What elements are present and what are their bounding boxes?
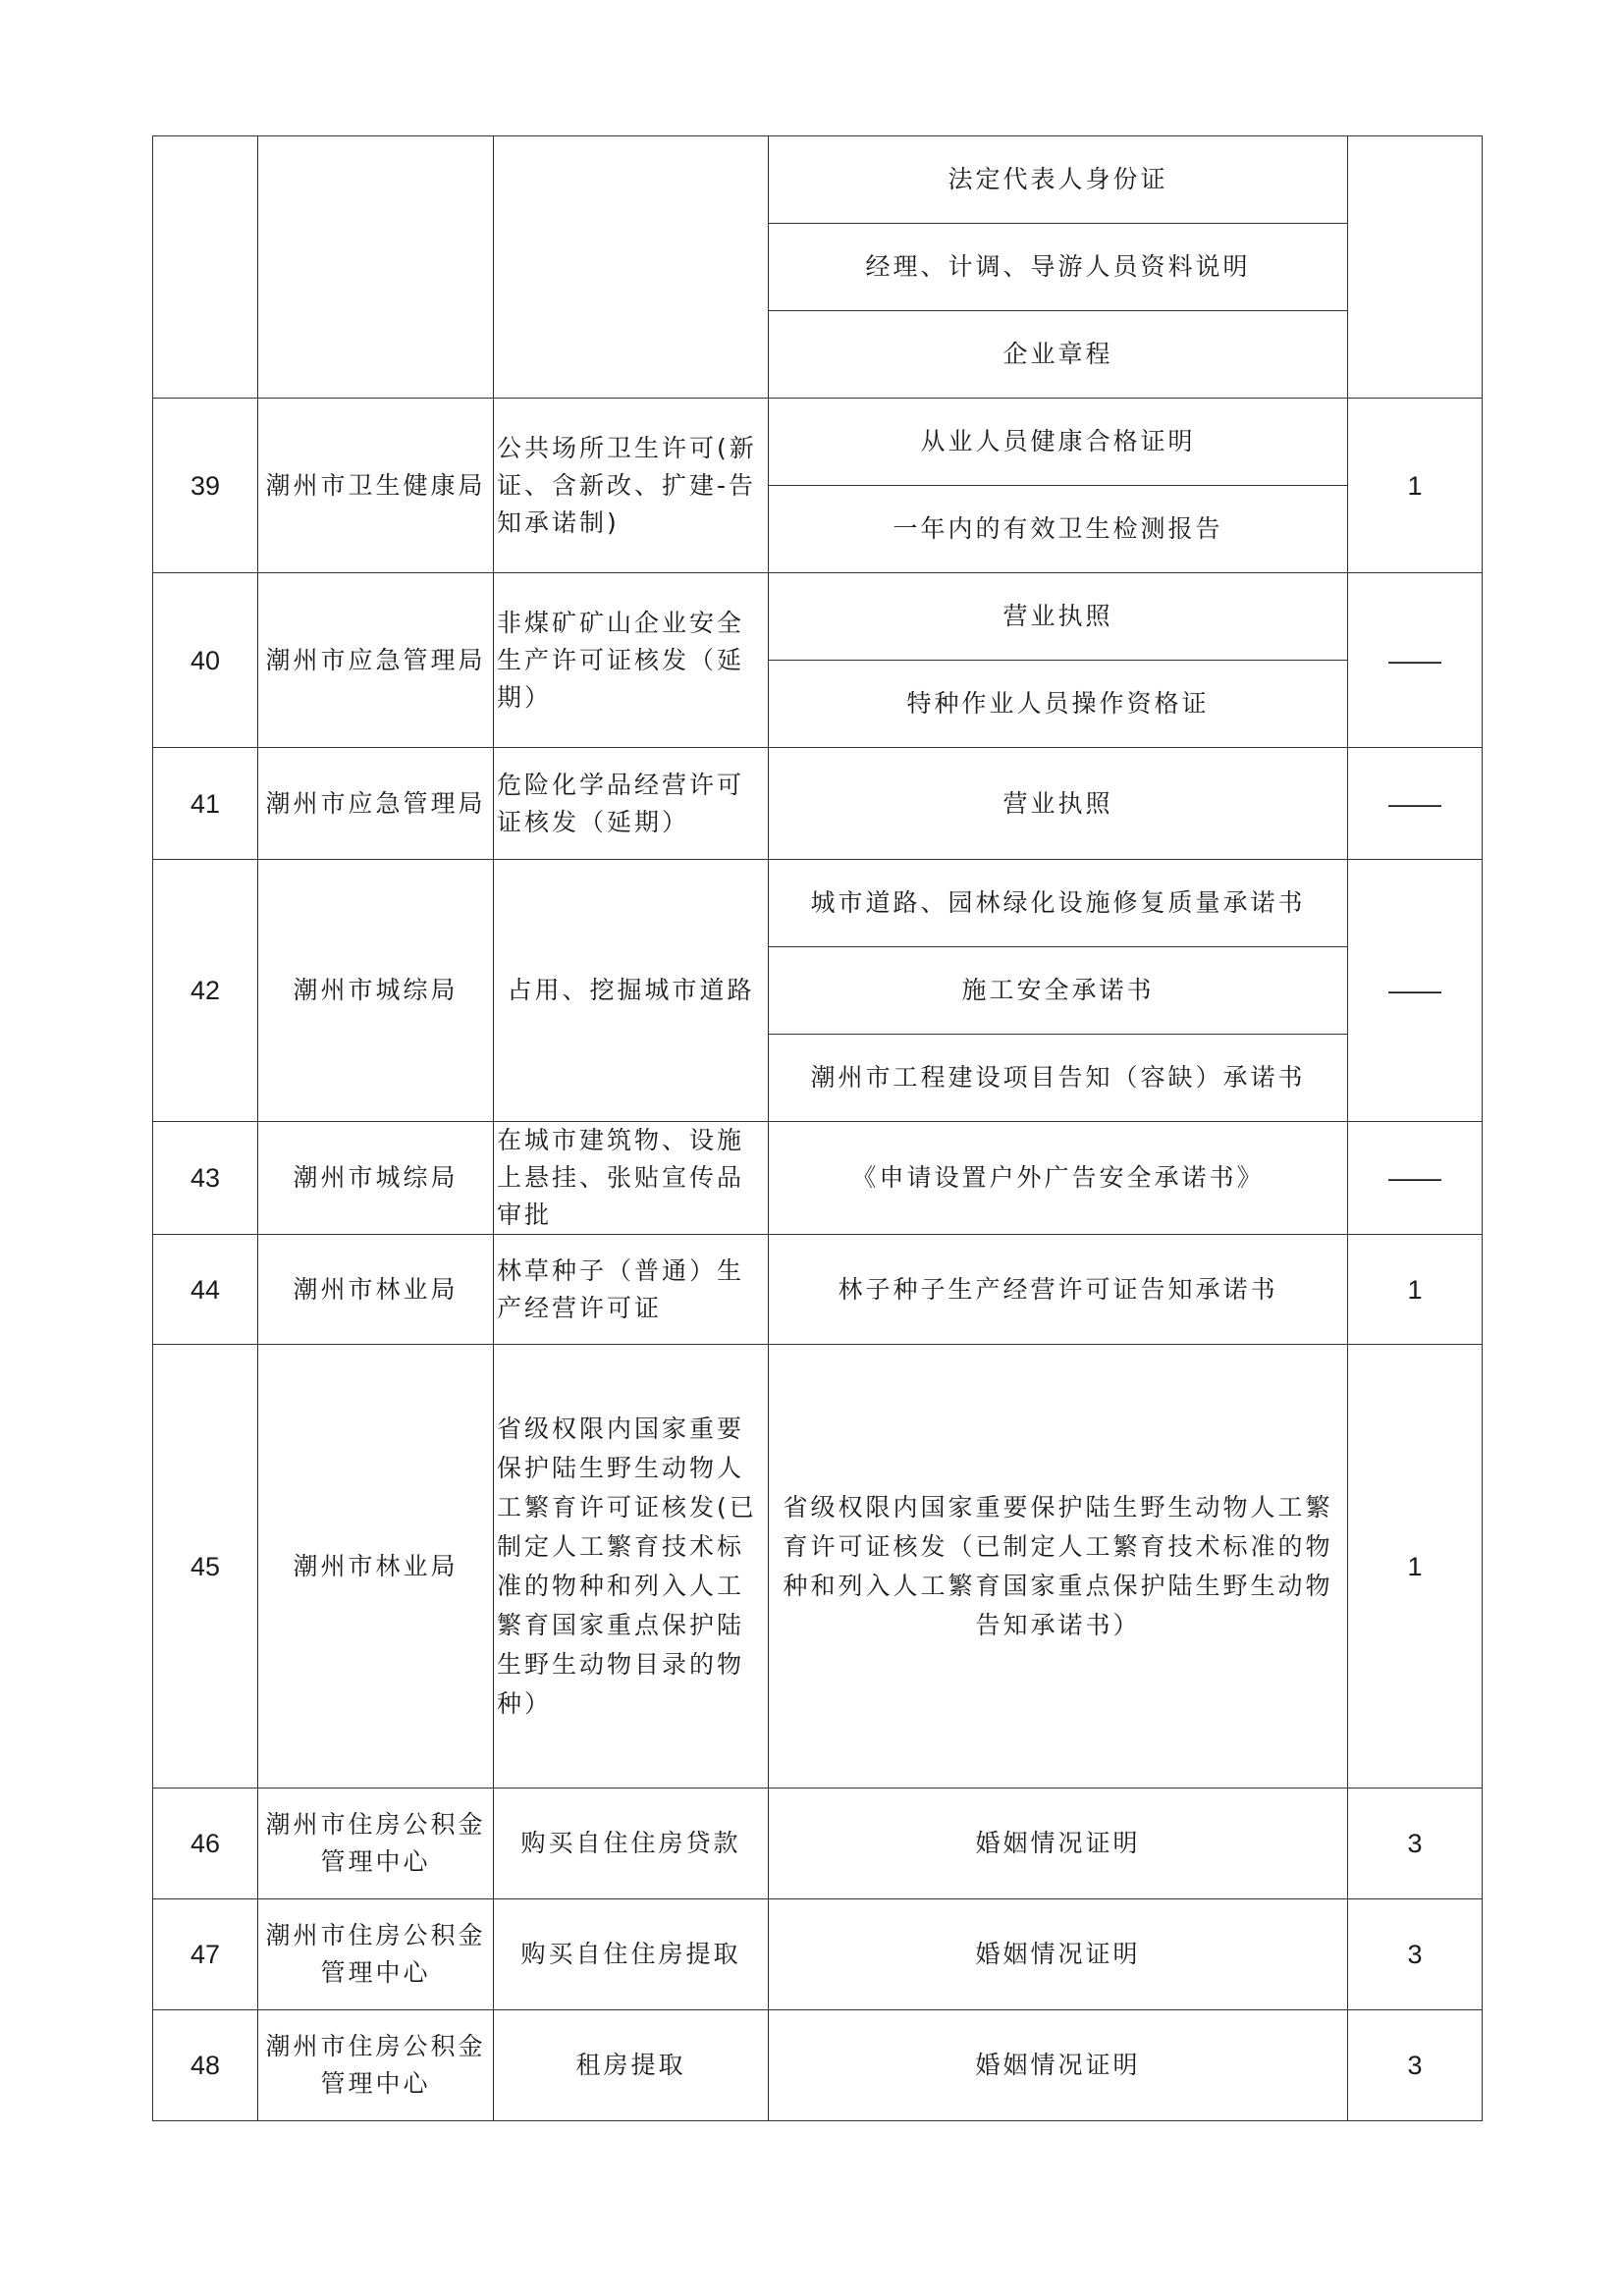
count-cell: 1 bbox=[1348, 1345, 1483, 1789]
material-cell: 从业人员健康合格证明 bbox=[769, 399, 1348, 486]
row-number: 47 bbox=[153, 1899, 258, 2010]
material-cell: 潮州市工程建设项目告知（容缺）承诺书 bbox=[769, 1035, 1348, 1122]
material-cell: 经理、计调、导游人员资料说明 bbox=[769, 224, 1348, 311]
table-row bbox=[153, 399, 1483, 486]
row-number: 48 bbox=[153, 2010, 258, 2121]
count-cell: 3 bbox=[1348, 1899, 1483, 2010]
count-cell: —— bbox=[1348, 860, 1483, 1122]
material-cell: 《申请设置户外广告安全承诺书》 bbox=[769, 1122, 1348, 1235]
materials-table bbox=[152, 135, 1483, 2121]
item-cell: 林草种子（普通）生产经营许可证 bbox=[494, 1235, 769, 1345]
material-cell: 一年内的有效卫生检测报告 bbox=[769, 486, 1348, 573]
material-cell: 省级权限内国家重要保护陆生野生动物人工繁育许可证核发（已制定人工繁育技术标准的物种和列入人工繁育国家重点保护陆生野生动物告知承诺书） bbox=[769, 1345, 1348, 1789]
table-row bbox=[153, 136, 1483, 224]
material-cell: 法定代表人身份证 bbox=[769, 136, 1348, 224]
item-cell: 占用、挖掘城市道路 bbox=[494, 860, 769, 1122]
department-cell: 潮州市住房公积金管理中心 bbox=[258, 1789, 494, 1899]
department-cell: 潮州市应急管理局 bbox=[258, 573, 494, 748]
table-row bbox=[153, 1345, 1483, 1789]
table-row bbox=[153, 573, 1483, 661]
row-number: 40 bbox=[153, 573, 258, 748]
material-cell: 婚姻情况证明 bbox=[769, 2010, 1348, 2121]
item-cell bbox=[494, 136, 769, 399]
row-number: 39 bbox=[153, 399, 258, 573]
department-cell: 潮州市应急管理局 bbox=[258, 748, 494, 860]
department-cell: 潮州市卫生健康局 bbox=[258, 399, 494, 573]
item-cell: 危险化学品经营许可证核发（延期） bbox=[494, 748, 769, 860]
table-row bbox=[153, 1235, 1483, 1345]
item-cell: 租房提取 bbox=[494, 2010, 769, 2121]
material-cell: 施工安全承诺书 bbox=[769, 947, 1348, 1035]
item-cell: 省级权限内国家重要保护陆生野生动物人工繁育许可证核发(已制定人工繁育技术标准的物种和列入人工繁育国家重点保护陆生野生动物目录的物种） bbox=[494, 1345, 769, 1789]
count-cell: —— bbox=[1348, 1122, 1483, 1235]
item-cell: 在城市建筑物、设施上悬挂、张贴宣传品审批 bbox=[494, 1122, 769, 1235]
item-cell: 公共场所卫生许可(新证、含新改、扩建-告知承诺制) bbox=[494, 399, 769, 573]
table-row bbox=[153, 2010, 1483, 2121]
table-row bbox=[153, 860, 1483, 947]
row-number: 42 bbox=[153, 860, 258, 1122]
material-cell: 城市道路、园林绿化设施修复质量承诺书 bbox=[769, 860, 1348, 947]
table-row bbox=[153, 1122, 1483, 1235]
department-cell bbox=[258, 136, 494, 399]
table-row bbox=[153, 1789, 1483, 1899]
material-cell: 营业执照 bbox=[769, 748, 1348, 860]
department-cell: 潮州市林业局 bbox=[258, 1235, 494, 1345]
row-number: 45 bbox=[153, 1345, 258, 1789]
department-cell: 潮州市住房公积金管理中心 bbox=[258, 2010, 494, 2121]
material-cell: 特种作业人员操作资格证 bbox=[769, 661, 1348, 748]
row-number: 46 bbox=[153, 1789, 258, 1899]
row-number: 43 bbox=[153, 1122, 258, 1235]
count-cell: 1 bbox=[1348, 399, 1483, 573]
material-cell: 营业执照 bbox=[769, 573, 1348, 661]
count-cell: —— bbox=[1348, 573, 1483, 748]
item-cell: 购买自住住房贷款 bbox=[494, 1789, 769, 1899]
item-cell: 非煤矿矿山企业安全生产许可证核发（延期） bbox=[494, 573, 769, 748]
count-cell: 1 bbox=[1348, 1235, 1483, 1345]
material-cell: 企业章程 bbox=[769, 311, 1348, 399]
row-number: 41 bbox=[153, 748, 258, 860]
department-cell: 潮州市林业局 bbox=[258, 1345, 494, 1789]
count-cell: 3 bbox=[1348, 1789, 1483, 1899]
row-number: 44 bbox=[153, 1235, 258, 1345]
count-cell bbox=[1348, 136, 1483, 399]
department-cell: 潮州市城综局 bbox=[258, 860, 494, 1122]
count-cell: 3 bbox=[1348, 2010, 1483, 2121]
table-row bbox=[153, 748, 1483, 860]
row-number bbox=[153, 136, 258, 399]
material-cell: 婚姻情况证明 bbox=[769, 1899, 1348, 2010]
count-cell: —— bbox=[1348, 748, 1483, 860]
material-cell: 林子种子生产经营许可证告知承诺书 bbox=[769, 1235, 1348, 1345]
item-cell: 购买自住住房提取 bbox=[494, 1899, 769, 2010]
table-row bbox=[153, 1899, 1483, 2010]
material-cell: 婚姻情况证明 bbox=[769, 1789, 1348, 1899]
department-cell: 潮州市住房公积金管理中心 bbox=[258, 1899, 494, 2010]
department-cell: 潮州市城综局 bbox=[258, 1122, 494, 1235]
